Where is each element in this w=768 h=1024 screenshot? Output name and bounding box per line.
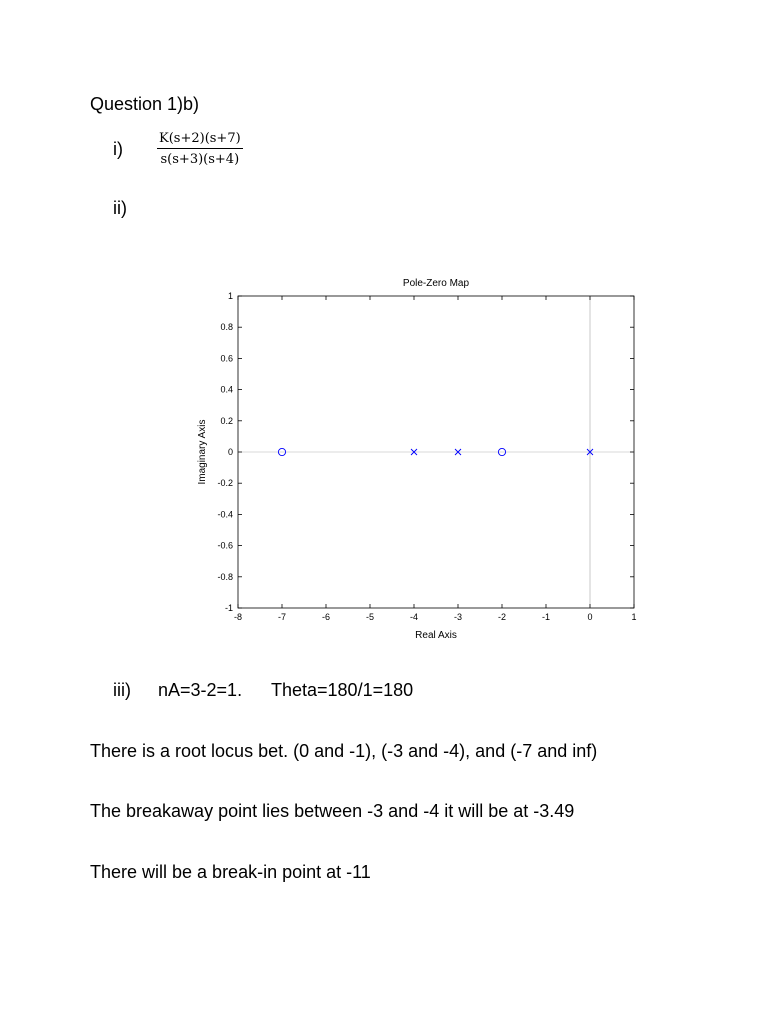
y-tick-label: 0.2 — [220, 415, 233, 426]
x-tick-label: -1 — [541, 612, 551, 622]
chart-title: Pole-Zero Map — [402, 278, 470, 289]
y-tick-label: 0.8 — [220, 322, 233, 333]
y-tick-label: -0.4 — [217, 509, 233, 520]
y-tick-label: 0.4 — [220, 384, 233, 395]
x-tick-label: -5 — [365, 612, 375, 622]
y-tick-label: -1 — [224, 603, 233, 613]
paragraph-root-locus: There is a root locus bet. (0 and -1), (-3 and -4), and (-7 and inf) — [90, 741, 598, 761]
x-tick-label: -3 — [453, 612, 463, 622]
part-iii-theta: Theta=180/1=180 — [271, 680, 414, 700]
y-tick-label: 0 — [227, 447, 233, 457]
y-axis-label: Imaginary Axis — [197, 419, 208, 485]
x-tick-label: 0 — [587, 612, 593, 622]
part-ii-label: ii) — [113, 198, 127, 218]
x-axis-label: Real Axis — [415, 630, 457, 641]
pole-zero-plot — [190, 270, 650, 650]
transfer-function-numerator: K(s+2)(s+7) — [159, 131, 241, 146]
x-tick-label: -2 — [497, 612, 507, 622]
question-title: Question 1)b) — [90, 94, 200, 114]
transfer-function-fraction — [157, 131, 243, 167]
y-tick-label: 0.6 — [220, 353, 233, 364]
part-iii-label: iii) — [113, 680, 131, 700]
paragraph-breakaway: The breakaway point lies between -3 and -4 it will be at -3.49 — [90, 801, 575, 821]
x-tick-label: -6 — [321, 612, 331, 622]
y-tick-label: -0.2 — [217, 478, 233, 489]
x-tick-label: -8 — [233, 612, 243, 622]
y-tick-label: -0.8 — [217, 571, 233, 582]
paragraph-break-in: There will be a break-in point at -11 — [90, 862, 371, 882]
transfer-function-denominator: s(s+3)(s+4) — [160, 152, 240, 167]
part-iii-na: nA=3-2=1. — [158, 680, 243, 700]
x-tick-label: -7 — [277, 612, 287, 622]
x-tick-label: 1 — [631, 612, 637, 622]
y-tick-label: -0.6 — [217, 540, 233, 551]
part-i-label: i) — [113, 139, 123, 159]
x-tick-label: -4 — [409, 612, 419, 622]
y-tick-label: 1 — [227, 291, 233, 301]
